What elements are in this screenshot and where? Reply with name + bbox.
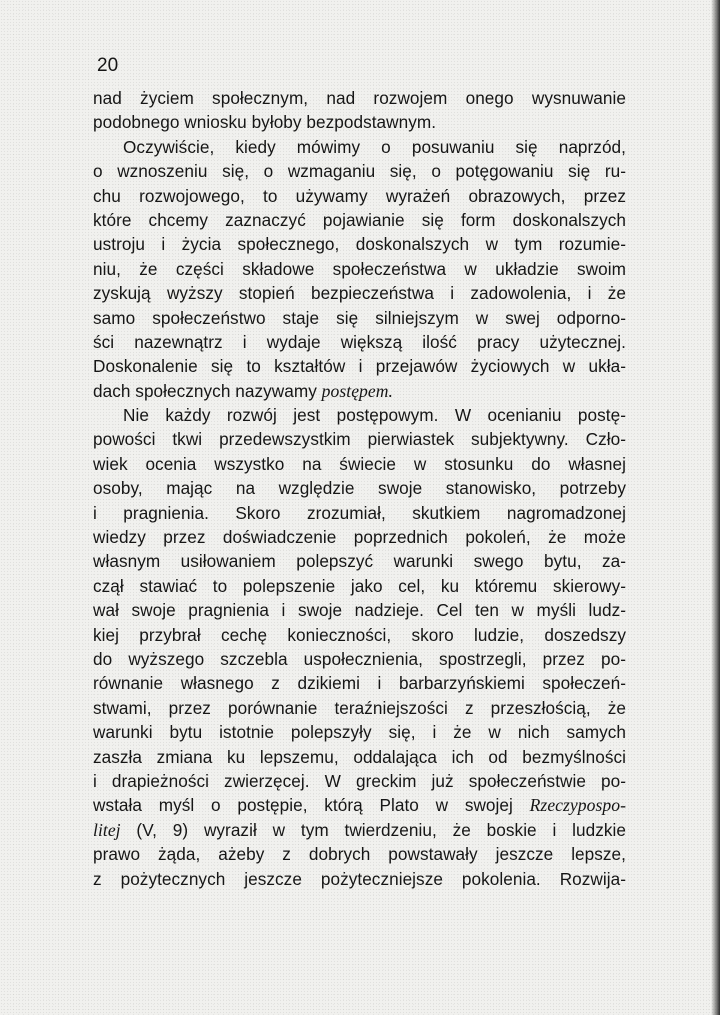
text-run: i pragnienia. Skoro zrozumiał, skutkiem nagromadzonej <box>93 502 626 523</box>
text-line <box>93 281 626 305</box>
text-run: ustroju i życia społecznego, doskonalszych w tym rozumie- <box>93 234 626 255</box>
text-line <box>93 623 626 647</box>
text-line <box>93 135 626 159</box>
text-line <box>93 501 626 525</box>
text-line <box>93 745 626 769</box>
page-edge-shadow <box>711 0 720 1015</box>
text-run: powości tkwi przedewszystkim pierwiastek subjektywny. Czło- <box>93 429 626 450</box>
text-run: wstała myśl o postępie, którą Plato w swojej <box>93 795 530 816</box>
text-run: i drapieżności zwierzęcej. W greckim już społeczeństwie po- <box>93 770 626 791</box>
text-run: nad życiem społecznym, nad rozwojem onego wysnuwanie <box>93 88 626 108</box>
text-line <box>93 720 626 744</box>
text-run: Nie każdy rozwój jest postępowym. W ocenianiu postę- <box>123 405 626 426</box>
text-line <box>93 208 626 232</box>
text-line <box>93 403 626 427</box>
text-line <box>93 598 626 622</box>
text-line <box>93 86 626 110</box>
text-run: kiej przybrał cechę konieczności, skoro ludzie, doszedszy <box>93 624 626 645</box>
text-run: wiedzy przez doświadczenie poprzednich pokoleń, że może <box>93 527 626 548</box>
text-line <box>93 842 626 866</box>
text-run: zaszła zmiana ku lepszemu, oddalająca ich od bezmyślności <box>93 746 626 767</box>
text-line <box>93 867 626 891</box>
text-line <box>93 574 626 598</box>
text-line <box>93 379 626 403</box>
text-run: osoby, mając na względzie swoje stanowisko, potrzeby <box>93 478 626 499</box>
text-line <box>93 671 626 695</box>
text-run: warunki bytu istotnie polepszyły się, i że w nich samych <box>93 722 626 743</box>
text-run: prawo żąda, ażeby z dobrych powstawały jeszcze lepsze, <box>93 844 626 865</box>
body-text <box>93 86 626 891</box>
text-line <box>93 257 626 281</box>
text-line <box>93 427 626 451</box>
italic-text: postępem. <box>321 380 393 401</box>
text-run: Doskonalenie się to kształtów i przejawów życiowych w ukła- <box>93 356 626 377</box>
text-run: równanie własnego z dzikiemi i barbarzyńskiemi społeczeń- <box>93 673 626 694</box>
text-line <box>93 549 626 573</box>
page-number: 20 <box>97 55 119 76</box>
text-line <box>93 330 626 354</box>
text-run: podobnego wniosku byłoby bezpodstawnym. <box>93 112 437 133</box>
text-line <box>93 818 626 842</box>
text-line <box>93 793 626 817</box>
text-line <box>93 452 626 476</box>
text-line <box>93 354 626 378</box>
text-run: własnym usiłowaniem polepszyć warunki swego bytu, za- <box>93 551 626 572</box>
text-run: (V, 9) wyraził w tym twierdzeniu, że boskie i ludzkie <box>120 819 626 840</box>
text-line <box>93 159 626 183</box>
text-line <box>93 647 626 671</box>
text-run: stwami, przez porównanie teraźniejszości z przeszłością, że <box>93 697 626 718</box>
text-line <box>93 696 626 720</box>
text-run: które chcemy zaznaczyć pojawianie się form doskonalszych <box>93 209 626 230</box>
text-run: do wyższego szczebla uspołecznienia, spostrzegli, przez po- <box>93 648 626 669</box>
text-run: chu rozwojowego, to używamy wyrażeń obrazowych, przez <box>93 185 626 206</box>
text-run: niu, że części składowe społeczeństwa w układzie swoim <box>93 258 626 279</box>
text-line <box>93 184 626 208</box>
text-line <box>93 110 626 134</box>
text-line <box>93 525 626 549</box>
italic-text: litej <box>93 819 121 840</box>
text-run: wiek ocenia wszystko na świecie w stosunku do własnej <box>93 453 626 474</box>
text-run: zyskują wyższy stopień bezpieczeństwa i zadowolenia, i że <box>93 283 626 304</box>
text-line <box>93 769 626 793</box>
italic-text: Rzeczypospo- <box>529 795 626 816</box>
text-run: o wznoszeniu się, o wzmaganiu się, o potęgowaniu się ru- <box>93 161 626 182</box>
text-run: samo społeczeństwo staje się silniejszym w swej odporno- <box>93 307 626 328</box>
text-line <box>93 232 626 256</box>
text-line <box>93 306 626 330</box>
text-run: czął stawiać to polepszenie jako cel, ku któremu skierowy- <box>93 575 626 596</box>
text-run: ści nazewnątrz i wydaje większą ilość pracy użytecznej. <box>93 331 626 352</box>
text-line <box>93 476 626 500</box>
text-run: z pożytecznych jeszcze pożyteczniejsze pokolenia. Rozwija- <box>93 868 626 889</box>
text-run: Oczywiście, kiedy mówimy o posuwaniu się naprzód, <box>123 136 626 157</box>
text-run: wał swoje pragnienia i swoje nadzieje. Cel ten w myśli ludz- <box>93 600 626 621</box>
text-run: dach społecznych nazywamy <box>93 380 322 401</box>
